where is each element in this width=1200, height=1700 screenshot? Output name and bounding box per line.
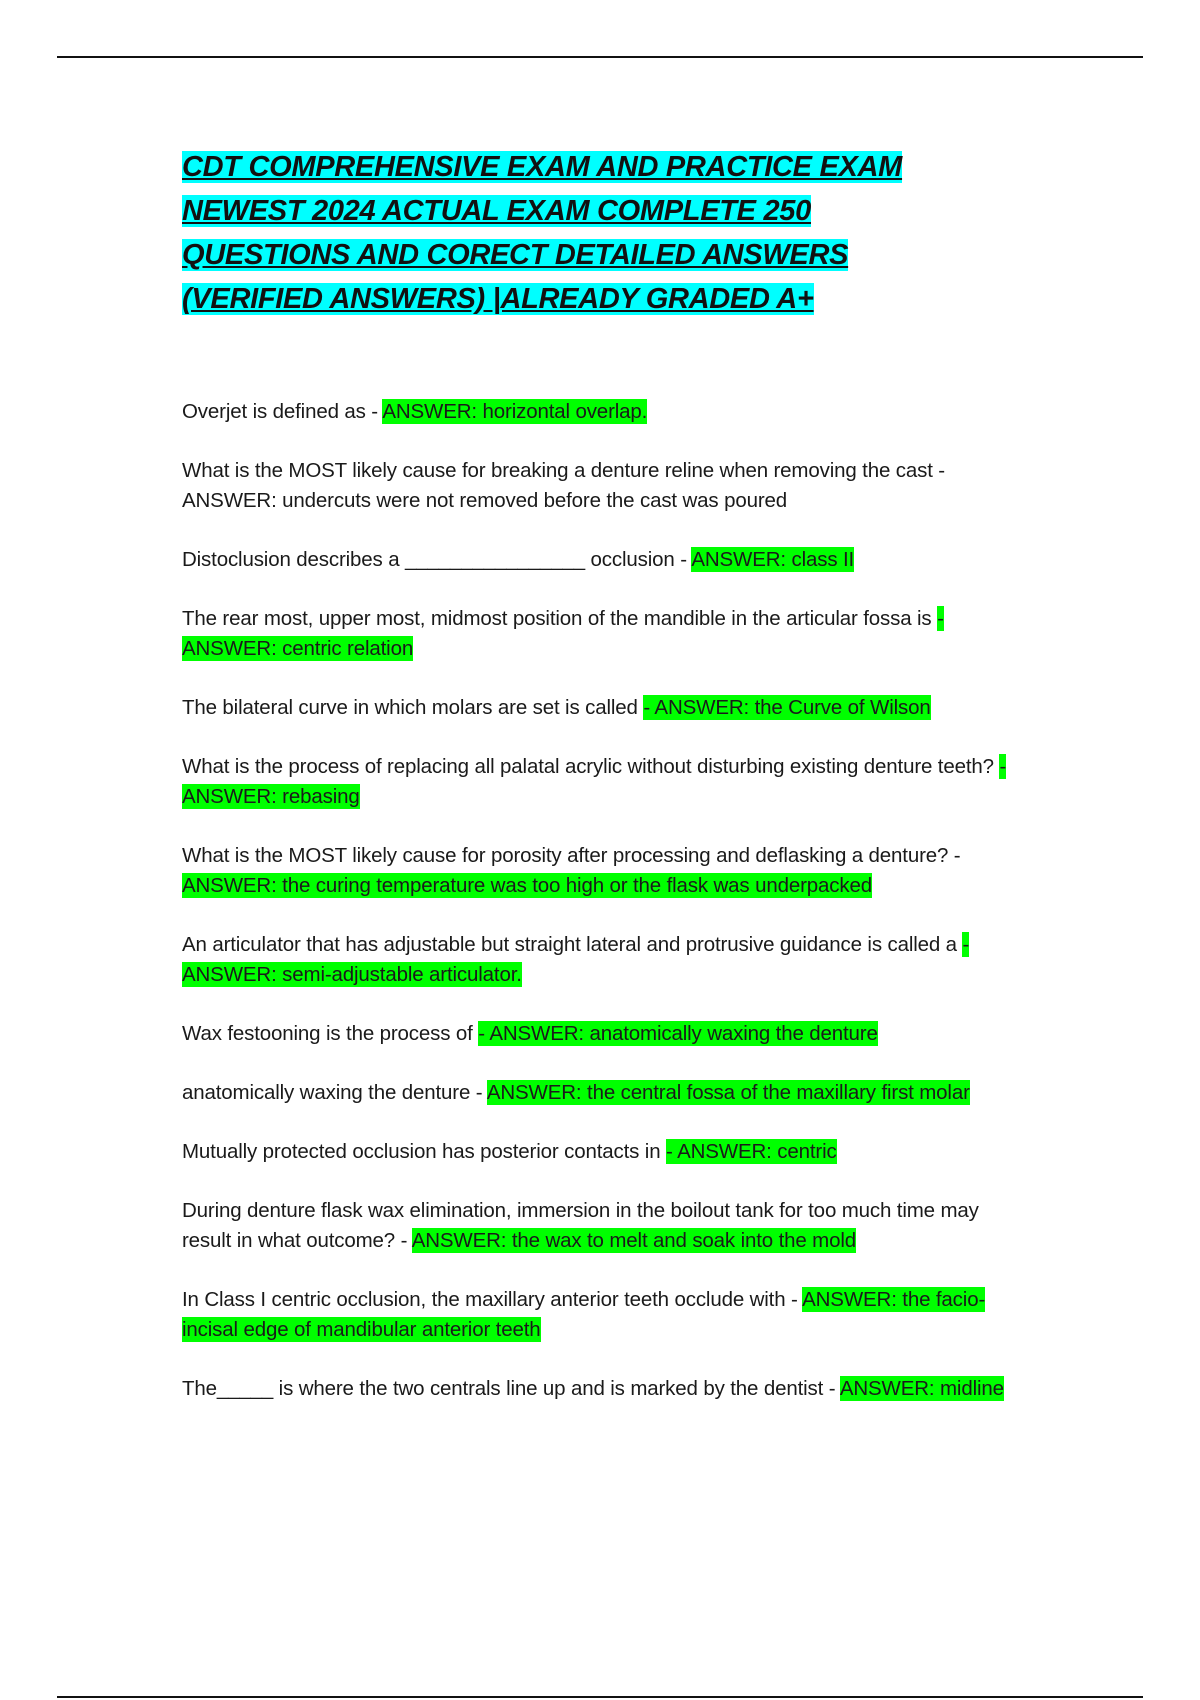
qa-item — [182, 1374, 1022, 1404]
question-text: Wax festooning is the process of — [182, 1022, 479, 1045]
question-answer-list — [182, 397, 1022, 1433]
title-line: CDT COMPREHENSIVE EXAM AND PRACTICE EXAM — [182, 151, 903, 183]
qa-item — [182, 1137, 1022, 1167]
question-text: Distoclusion describes a ________________ occlusion - — [182, 548, 692, 571]
question-text: An articulator that has adjustable but straight lateral and protrusive guidance is called a — [182, 933, 963, 956]
answer-text: ANSWER: class II — [691, 548, 855, 571]
qa-item — [182, 1019, 1022, 1049]
answer-text: ANSWER: the facio-incisal edge of mandibular anterior teeth — [182, 1288, 986, 1341]
title-line: NEWEST 2024 ACTUAL EXAM COMPLETE 250 — [182, 195, 811, 227]
answer-text: - ANSWER: centric relation — [182, 607, 944, 660]
question-text: During denture flask wax elimination, immersion in the boilout tank for too much time may result in what outcome? - — [182, 1199, 979, 1252]
qa-item — [182, 930, 1022, 990]
answer-text: - ANSWER: anatomically waxing the denture — [478, 1022, 878, 1045]
answer-text: - ANSWER: centric — [666, 1140, 837, 1163]
top-rule — [57, 56, 1143, 58]
qa-item — [182, 1196, 1022, 1256]
question-text: Mutually protected occlusion has posterior contacts in — [182, 1140, 667, 1163]
answer-text: ANSWER: undercuts were not removed before the cast was poured — [182, 489, 788, 512]
qa-item — [182, 397, 1022, 427]
question-text: What is the MOST likely cause for breaking a denture reline when removing the cast - — [182, 459, 945, 482]
answer-text: ANSWER: the wax to melt and soak into the mold — [411, 1229, 857, 1252]
answer-text: - ANSWER: semi-adjustable articulator. — [182, 933, 970, 986]
qa-item — [182, 1285, 1022, 1345]
qa-item — [182, 752, 1022, 812]
question-text: In Class I centric occlusion, the maxillary anterior teeth occlude with - — [182, 1288, 803, 1311]
bottom-rule — [57, 1696, 1143, 1698]
document-title — [182, 145, 1012, 321]
answer-text: - ANSWER: the Curve of Wilson — [643, 696, 931, 719]
qa-item — [182, 456, 1022, 516]
title-line: (VERIFIED ANSWERS) |ALREADY GRADED A+ — [182, 283, 814, 315]
qa-item — [182, 604, 1022, 664]
question-text: The bilateral curve in which molars are set is called — [182, 696, 644, 719]
question-text: The rear most, upper most, midmost position of the mandible in the articular fossa is — [182, 607, 938, 630]
question-text: anatomically waxing the denture - — [182, 1081, 487, 1104]
question-text: Overjet is defined as - — [182, 400, 383, 423]
question-text: The_____ is where the two centrals line up and is marked by the dentist - — [182, 1377, 840, 1400]
answer-text: ANSWER: the central fossa of the maxillary first molar — [486, 1081, 970, 1104]
answer-text: - ANSWER: rebasing — [182, 755, 1007, 808]
answer-text: ANSWER: the curing temperature was too high or the flask was underpacked — [182, 874, 872, 897]
question-text: What is the process of replacing all palatal acrylic without disturbing existing denture teeth? — [182, 755, 1000, 778]
title-line: QUESTIONS AND CORECT DETAILED ANSWERS — [182, 239, 849, 271]
qa-item — [182, 693, 1022, 723]
answer-text: ANSWER: midline — [839, 1377, 1004, 1400]
qa-item — [182, 545, 1022, 575]
qa-item — [182, 1078, 1022, 1108]
qa-item — [182, 841, 1022, 901]
question-text: What is the MOST likely cause for porosity after processing and deflasking a denture? - — [182, 844, 961, 867]
answer-text: ANSWER: horizontal overlap. — [382, 400, 648, 423]
